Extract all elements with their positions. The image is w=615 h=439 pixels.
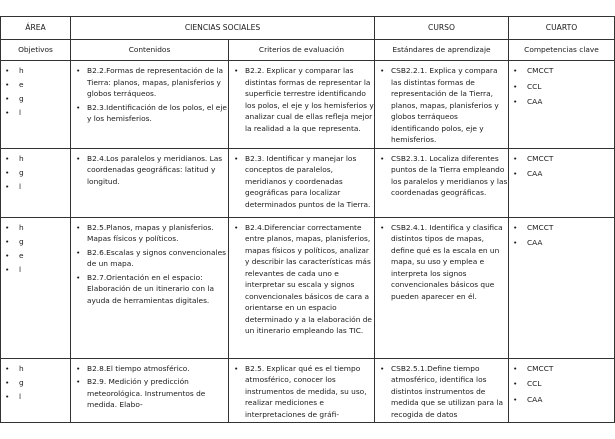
criterio-item: • B2.5. Explicar qué es el tiempo atmosférico, conocer los instrumentos de medida, su uso, realizar mediciones e interpretaciones de gráfi- <box>229 363 374 421</box>
contenido-item: • B2.5.Planos, mapas y planisferios. Mapas físicos y políticos. <box>71 222 228 245</box>
contenido-item: • B2.4.Los paralelos y meridianos. Las coordenadas geográficas: latitud y longitud. <box>71 153 228 188</box>
criterio-list <box>229 153 374 211</box>
competencias-cell <box>509 61 615 149</box>
objetivos-cell <box>1 358 71 423</box>
competencia-item: • CMCCT <box>509 363 614 375</box>
competencias-cell <box>509 358 615 423</box>
estandares-cell <box>375 358 509 423</box>
objetivo-item: • e <box>1 79 70 91</box>
competencia-item: • CCL <box>509 378 614 390</box>
contenidos-cell <box>71 61 229 149</box>
contenidos-cell <box>71 148 229 217</box>
contenido-item: • B2.9. Medición y predicción meteorológica. Instrumentos de medida. Elabo- <box>71 376 228 411</box>
objetivo-list <box>1 222 70 276</box>
criterio-list <box>229 363 374 421</box>
contenido-list <box>71 65 228 125</box>
criterio-item: • B2.4.Diferenciar correctamente entre planos, mapas, planisferios, mapas físicos y políticos, analizar y describir las características más relevantes de cada uno e interpretar su escala y signos convencionales básicos de cara a orientarse en un espacio determinado y a la elaboración de un itinerario empleando las TIC. <box>229 222 374 337</box>
col-header-criterios: Criterios de evaluación <box>229 40 375 61</box>
objetivo-item: • l <box>1 107 70 119</box>
objetivo-item: • h <box>1 153 70 165</box>
objetivo-list <box>1 363 70 403</box>
table-row <box>1 148 615 217</box>
objetivo-item: • l <box>1 391 70 403</box>
objetivo-item: • e <box>1 250 70 262</box>
contenidos-cell <box>71 217 229 358</box>
competencia-list <box>509 222 614 249</box>
col-header-objetivos: Objetivos <box>1 40 71 61</box>
competencia-item: • CCL <box>509 81 614 93</box>
estandar-list <box>375 222 508 303</box>
competencia-item: • CMCCT <box>509 65 614 77</box>
objetivo-list <box>1 153 70 193</box>
objetivos-cell <box>1 148 71 217</box>
criterio-list <box>229 222 374 337</box>
objetivo-item: • g <box>1 377 70 389</box>
estandar-list <box>375 363 508 421</box>
objetivo-item: • h <box>1 363 70 375</box>
criterios-cell <box>229 61 375 149</box>
col-header-contenidos: Contenidos <box>71 40 229 61</box>
col-header-estandares: Estándares de aprendizaje <box>375 40 509 61</box>
objetivo-item: • h <box>1 222 70 234</box>
objetivo-item: • h <box>1 65 70 77</box>
criterio-item: • B2.3. Identificar y manejar los conceptos de paralelos, meridianos y coordenadas geográficas para localizar determinados puntos de la Tierra. <box>229 153 374 211</box>
contenido-list <box>71 222 228 307</box>
competencia-item: • CAA <box>509 96 614 108</box>
contenido-list <box>71 153 228 188</box>
estandar-item: • CSB2.3.1. Localiza diferentes puntos de la Tierra empleando los paralelos y meridianos y las coordenadas geográficas. <box>375 153 508 199</box>
estandar-item: • CSB2.2.1. Explica y compara las distintas formas de representación de la Tierra, planos, mapas, planisferios y globos terráqueos identificando polos, eje y hemisferios. <box>375 65 508 146</box>
criterios-cell <box>229 148 375 217</box>
contenido-item: • B2.3.Identificación de los polos, el eje y los hemisferios. <box>71 102 228 125</box>
contenido-item: • B2.6.Escalas y signos convencionales de un mapa. <box>71 247 228 270</box>
estandar-list <box>375 153 508 199</box>
objetivo-item: • l <box>1 181 70 193</box>
contenido-item: • B2.2.Formas de representación de la Tierra: planos, mapas, planisferios y globos terráqueos. <box>71 65 228 100</box>
estandar-list <box>375 65 508 146</box>
course-label: CURSO <box>375 17 509 40</box>
col-header-competencias: Competencias clave <box>509 40 615 61</box>
competencia-list <box>509 363 614 406</box>
competencia-item: • CAA <box>509 237 614 249</box>
competencias-cell <box>509 148 615 217</box>
competencia-list <box>509 65 614 108</box>
criterios-cell <box>229 358 375 423</box>
table-row <box>1 358 615 423</box>
course-value: CUARTO <box>509 17 615 40</box>
competencia-item: • CAA <box>509 394 614 406</box>
estandares-cell <box>375 217 509 358</box>
criterio-list <box>229 65 374 134</box>
objetivo-item: • g <box>1 93 70 105</box>
estandares-cell <box>375 148 509 217</box>
contenido-item: • B2.8.El tiempo atmosférico. <box>71 363 228 375</box>
competencias-cell <box>509 217 615 358</box>
contenidos-cell <box>71 358 229 423</box>
estandar-item: • CSB2.4.1. Identifica y clasifica distintos tipos de mapas, define qué es la escala en un mapa, su uso y emplea e interpreta los signos convencionales básicos que pueden aparecer en él. <box>375 222 508 303</box>
criterios-cell <box>229 217 375 358</box>
competencia-item: • CAA <box>509 168 614 180</box>
contenido-item: • B2.7.Orientación en el espacio: Elaboración de un itinerario con la ayuda de herramientas digitales. <box>71 272 228 307</box>
objetivo-item: • g <box>1 236 70 248</box>
objetivo-item: • l <box>1 264 70 276</box>
header-row <box>1 17 615 40</box>
subject-label: CIENCIAS SOCIALES <box>71 17 375 40</box>
curriculum-table <box>0 16 615 423</box>
table-row <box>1 217 615 358</box>
objetivo-list <box>1 65 70 119</box>
column-header-row <box>1 40 615 61</box>
competencia-item: • CMCCT <box>509 153 614 165</box>
criterio-item: • B2.2. Explicar y comparar las distintas formas de representar la superficie terrestre identificando los polos, el eje y los hemisferios y analizar cual de ellas refleja mejor la realidad a la que representa. <box>229 65 374 134</box>
estandares-cell <box>375 61 509 149</box>
competencia-item: • CMCCT <box>509 222 614 234</box>
objetivos-cell <box>1 217 71 358</box>
area-label: ÁREA <box>1 17 71 40</box>
contenido-list <box>71 363 228 411</box>
table-row <box>1 61 615 149</box>
objetivo-item: • g <box>1 167 70 179</box>
objetivos-cell <box>1 61 71 149</box>
estandar-item: • CSB2.5.1.Define tiempo atmosférico, identifica los distintos instrumentos de medida que se utilizan para la recogida de datos <box>375 363 508 421</box>
competencia-list <box>509 153 614 180</box>
